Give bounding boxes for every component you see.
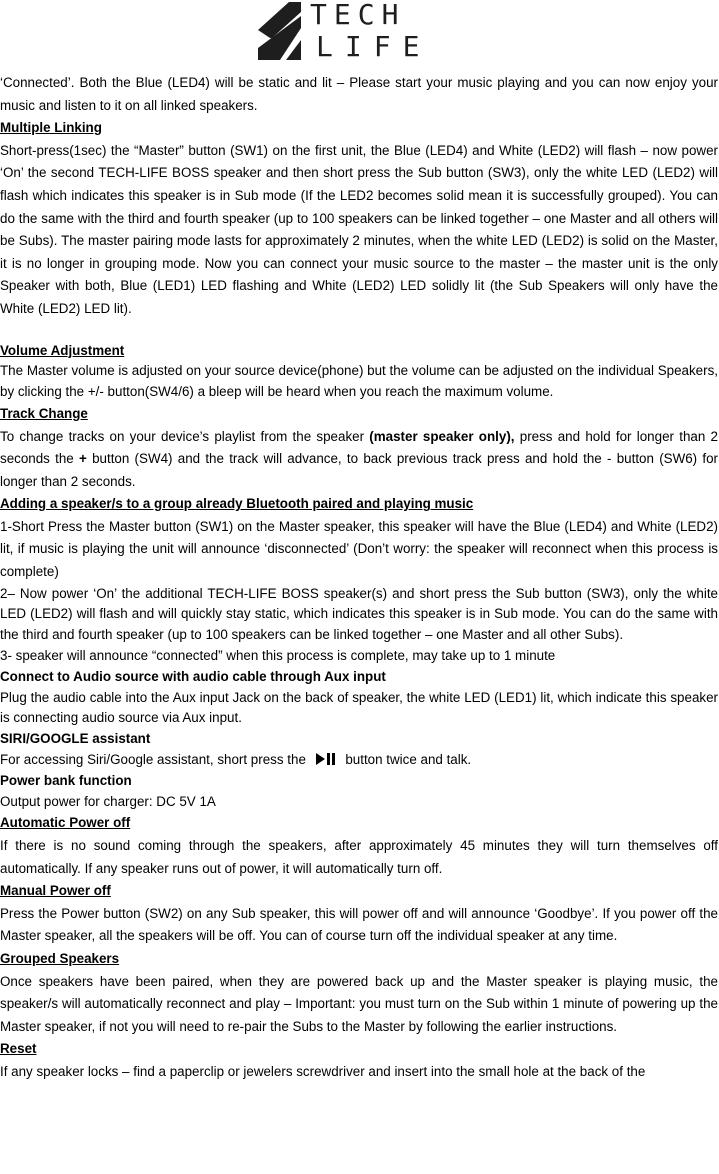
- multiple-linking-body: Short-press(1sec) the “Master” button (SW1) on the first unit, the Blue (LED4) and White (LED2) will flash – now power ‘On’ the second TECH-LIFE BOSS speaker and then short press the Sub button (SW3), only the white LED (LED2) will flash which indicates this speaker is in Sub mode (If the LED2 becomes solid mean it is successfully grouped). You can do the same with the third and fourth speaker (up to 100 speakers can be linked together – one Master and all others will be Subs). The master pairing mode lasts for approximately 2 minutes, when the white LED (LED2) is solid on the Master, it is no longer in grouping mode. Now you can connect your music source to the master – the master unit is the only Speaker with both, Blue (LED1) LED flashing and White (LED2) LED solidly lit (the Sub Speakers will only have the White (LED2) LED lit).: [0, 142, 718, 316]
- track-change-text-b: press and hold for longer than 2 seconds the: [0, 428, 718, 467]
- manual-power-off-body: Press the Power button (SW2) on any Sub speaker, this will power off and will announce ‘Goodbye’. If you power off the Master speaker, all the speakers will be off. You can of course turn off the individual speaker at any time.: [0, 905, 718, 944]
- manual-power-off-heading: Manual Power off: [0, 883, 111, 899]
- play-pause-icon: [312, 752, 340, 766]
- adding-step-3: 3- speaker will announce “connected” when this process is complete, may take up to 1 minute: [0, 648, 556, 664]
- intro-paragraph: ‘Connected’. Both the Blue (LED4) will be static and lit – Please start your music playing and you can now enjoy your music and listen to it on all linked speakers.: [0, 75, 718, 113]
- techlife-logo: [256, 0, 440, 62]
- power-bank-body: Output power for charger: DC 5V 1A: [0, 793, 216, 809]
- auto-power-off-body: If there is no sound coming through the speakers, after approximately 45 minutes they will turn themselves off automatically. If any speaker runs out of power, it will automatically turn off.: [0, 838, 718, 876]
- aux-heading: Connect to Audio source with audio cable through Aux input: [0, 668, 386, 684]
- reset-body: If any speaker locks – find a paperclip or jewelers screwdriver and insert into the small hole at the back of the: [0, 1063, 646, 1079]
- document-body: [0, 72, 718, 1084]
- track-change-bold-b: +: [79, 451, 87, 467]
- track-change-heading: Track Change: [0, 405, 88, 421]
- siri-text-after: button twice and talk.: [341, 752, 472, 768]
- logo-text-tech: TECH: [310, 0, 406, 31]
- siri-body: [0, 750, 718, 771]
- multiple-linking-heading: Multiple Linking: [0, 120, 102, 136]
- grouped-speakers-body: Once speakers have been paired, when they are powered back up and the Master speaker is playing music, the speaker/s will automatically reconnect and play – Important: you must turn on the Sub within 1 minute of powering up the Master speaker, if not you will need to re-pair the Subs to the Master by following the earlier instructions.: [0, 973, 718, 1034]
- siri-heading: SIRI/GOOGLE assistant: [0, 731, 151, 747]
- auto-power-off-heading: Automatic Power off: [0, 815, 131, 831]
- spacer: [0, 321, 718, 341]
- volume-body: The Master volume is adjusted on your source device(phone) but the volume can be adjusted on the individual Speakers, by clicking the +/- button(SW4/6) a bleep will be heard when you reach the maximum volume.: [0, 363, 718, 400]
- track-change-text-a: To change tracks on your device’s playlist from the speaker: [0, 428, 370, 444]
- grouped-speakers-heading: Grouped Speakers: [0, 951, 120, 966]
- adding-step-1: 1-Short Press the Master button (SW1) on the Master speaker, this speaker will have the Blue (LED4) and White (LED2) lit, if music is playing the unit will announce ‘disconnected’ (Don’t worry: the speaker will reconnect when this process is complete): [0, 518, 718, 580]
- reset-heading: Reset: [0, 1041, 37, 1057]
- track-change-body: [0, 426, 718, 494]
- logo-text-life: LIFE: [316, 30, 432, 62]
- power-bank-heading: Power bank function: [0, 772, 132, 788]
- volume-heading: Volume Adjustment: [0, 342, 125, 358]
- adding-step-2: 2– Now power ‘On’ the additional TECH-LIFE BOSS speaker(s) and short press the Sub button (SW3), only the white LED (LED2) will flash and will quickly stay static, which indicates this speaker is in Sub mode. You can do the same with the third and fourth speaker (up to 100 speakers can be linked together – one Master and all other Subs).: [0, 585, 718, 643]
- adding-speaker-heading: Adding a speaker/s to a group already Bluetooth paired and playing music: [0, 496, 474, 512]
- track-change-bold-a: (master speaker only),: [369, 428, 515, 444]
- track-change-text-c: button (SW4) and the track will advance, to back previous track press and hold the - button (SW6) for longer than 2 seconds.: [0, 451, 719, 489]
- aux-body: Plug the audio cable into the Aux input Jack on the back of speaker, the white LED (LED1) lit, which indicate this speaker is connecting audio source via Aux input.: [0, 689, 718, 726]
- siri-text-before: For accessing Siri/Google assistant, short press the: [0, 752, 310, 768]
- logo-mark: [258, 2, 301, 60]
